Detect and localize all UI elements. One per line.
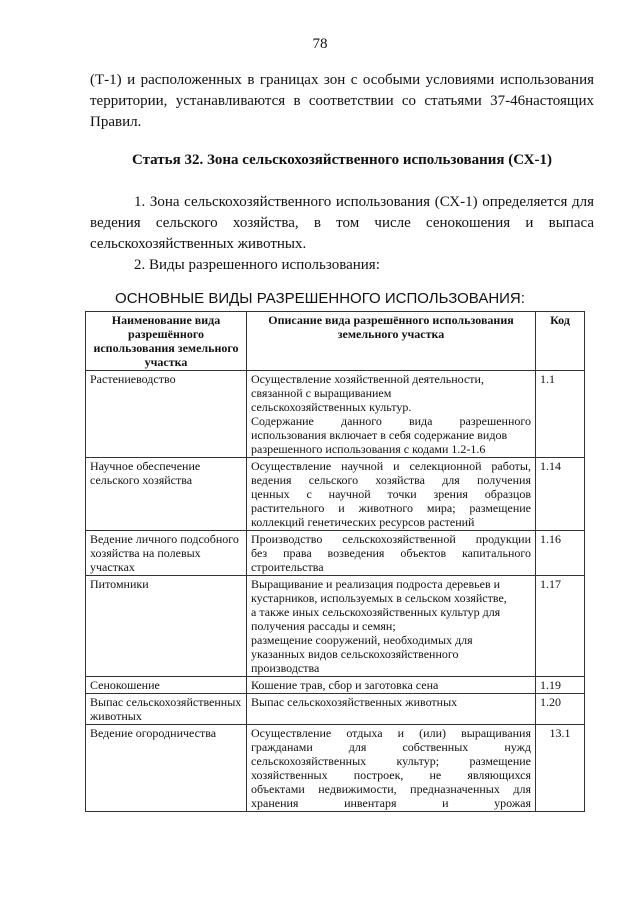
description-line: использования включает в себя содержание видов (251, 428, 508, 442)
table-caption: ОСНОВНЫЕ ВИДЫ РАЗРЕШЕННОГО ИСПОЛЬЗОВАНИЯ: (115, 290, 525, 307)
description-line: размещение сооружений, необходимых для (251, 633, 473, 647)
description-line: сельскохозяйственных культур; размещение (251, 754, 531, 768)
description-line: Осуществление научной и селекционной работы, (251, 459, 531, 473)
cell-name: Сенокошение (86, 677, 247, 694)
cell-code: 13.1 (536, 725, 585, 812)
cell-code: 1.16 (536, 531, 585, 576)
intro-line: Правил. (90, 114, 142, 130)
cell-code: 1.14 (536, 458, 585, 531)
description-line: гражданами для собственных нужд (251, 740, 531, 754)
cell-description (247, 458, 536, 531)
header-name: Наименование вида разрешённого использования земельного участка (86, 312, 247, 371)
paragraph-line: сельскохозяйственных животных. (90, 236, 307, 252)
table-header-row (86, 312, 585, 371)
description-line: Выращивание и реализация подроста деревьев и (251, 577, 501, 591)
description-line: ценных с научной точки зрения образцов (251, 487, 531, 501)
cell-code: 1.19 (536, 677, 585, 694)
description-line: хранения инвентаря и урожая (251, 796, 531, 810)
description-line: разрешенного использования с кодами 1.2-1.6 (251, 442, 486, 456)
description-line: объектами недвижимости, предназначенных для (251, 782, 531, 796)
header-description: Описание вида разрешённого использования земельного участка (247, 312, 536, 371)
description-line: получения рассады и семян; (251, 619, 396, 633)
description-line: Осуществление отдыха и (или) выращивания (251, 726, 531, 740)
description-line: сельскохозяйственных культур. (251, 400, 412, 414)
description-line: указанных видов сельскохозяйственного (251, 647, 459, 661)
cell-description (247, 576, 536, 677)
paragraph-1 (90, 192, 594, 255)
paragraph-line: ведения сельского хозяйства, в том числе сенокошения и выпаса (90, 215, 594, 231)
cell-name: Выпас сельскохозяйственных животных (86, 694, 247, 725)
description-line: а также иных сельскохозяйственных культур для (251, 605, 501, 619)
description-line: Выпас сельскохозяйственных животных (251, 695, 458, 709)
description-line: кустарников, используемых в сельском хозяйстве, (251, 591, 507, 605)
cell-description (247, 531, 536, 576)
cell-description (247, 371, 536, 458)
description-line: хозяйственных построек, не являющихся (251, 768, 531, 782)
cell-code: 1.1 (536, 371, 585, 458)
description-line: без права возведения объектов капитального (251, 546, 531, 560)
permitted-use-table (85, 311, 585, 812)
paragraph-2 (90, 255, 594, 276)
table-row (86, 371, 585, 458)
cell-code: 1.17 (536, 576, 585, 677)
table-row (86, 677, 585, 694)
description-line: Производство сельскохозяйственной продукции (251, 532, 531, 546)
intro-line: (Т-1) и расположенных в границах зон с особыми условиями использования (90, 72, 594, 88)
cell-name: Ведение личного подсобного хозяйства на полевых участках (86, 531, 247, 576)
table-row (86, 576, 585, 677)
cell-description (247, 677, 536, 694)
page-number: 78 (312, 36, 328, 52)
table-row (86, 694, 585, 725)
cell-name: Ведение огородничества (86, 725, 247, 812)
description-line: коллекций генетических ресурсов растений (251, 515, 475, 529)
description-line: ведения сельского хозяйства для получения (251, 473, 531, 487)
table-row (86, 725, 585, 812)
description-line: растительного и животного мира; размещение (251, 501, 531, 515)
cell-name: Питомники (86, 576, 247, 677)
description-line: Кошение трав, сбор и заготовка сена (251, 678, 439, 692)
article-heading: Статья 32. Зона сельскохозяйственного использования (СХ-1) (132, 152, 552, 168)
cell-description (247, 694, 536, 725)
cell-name: Научное обеспечение сельского хозяйства (86, 458, 247, 531)
intro-line: территории, устанавливаются в соответствии со статьями 37-46настоящих (90, 93, 594, 109)
header-code: Код (536, 312, 585, 371)
intro-paragraph (90, 70, 594, 133)
cell-description (247, 725, 536, 812)
table-row (86, 458, 585, 531)
description-line: Осуществление хозяйственной деятельности, (251, 372, 484, 386)
cell-name: Растениеводство (86, 371, 247, 458)
description-line: Содержание данного вида разрешенного (251, 414, 531, 428)
cell-code: 1.20 (536, 694, 585, 725)
table-row (86, 531, 585, 576)
description-line: связанной с выращиванием (251, 386, 392, 400)
description-line: строительства (251, 560, 324, 574)
description-line: производства (251, 661, 320, 675)
paragraph-line: 2. Виды разрешенного использования: (134, 257, 380, 273)
paragraph-line: 1. Зона сельскохозяйственного использования (СХ-1) определяется для (134, 194, 594, 210)
